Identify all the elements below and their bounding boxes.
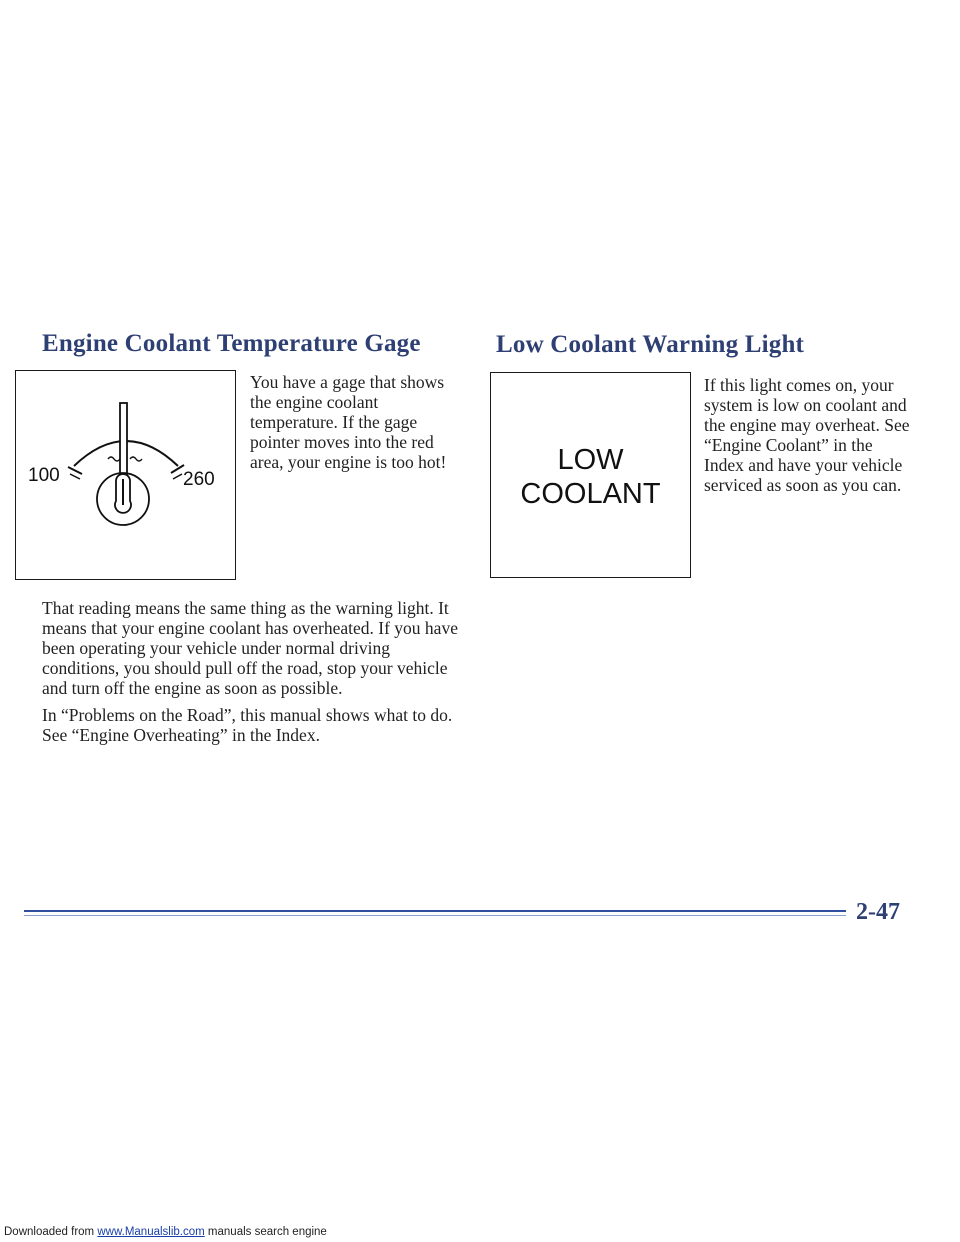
light-label-line1: LOW [557, 444, 624, 476]
low-coolant-description: If this light comes on, your system is low on coolant and the engine may overheat. See “Engine Coolant” in the Index and have your vehicle serviced as soon as you can. [704, 375, 910, 495]
page-number: 2-47 [856, 899, 900, 925]
footer-prefix: Downloaded from [4, 1226, 95, 1238]
page-rule-thin [24, 915, 846, 916]
gauge-description: You have a gage that shows the engine coolant temperature. If the gage pointer moves into the red area, your engine is too hot! [250, 372, 447, 472]
manualslib-link[interactable]: www.Manualslib.com [97, 1226, 205, 1238]
light-label-line2: COOLANT [520, 478, 661, 510]
problems-paragraph: In “Problems on the Road”, this manual shows what to do. See “Engine Overheating” in the Index. [42, 705, 453, 745]
low-coolant-light-figure [490, 372, 691, 578]
page-rule [24, 910, 846, 912]
download-footer [4, 1226, 327, 1238]
gauge-high-label: 260 [183, 469, 215, 490]
overheat-paragraph: That reading means the same thing as the warning light. It means that your engine coolant has overheated. If you have been operating your vehicle under normal driving conditions, you should pull off the road, stop your vehicle and turn off the engine as soon as possible. [42, 598, 458, 698]
engine-coolant-gage-heading: Engine Coolant Temperature Gage [42, 330, 421, 357]
gauge-low-label: 100 [28, 465, 60, 486]
footer-suffix: manuals search engine [207, 1226, 327, 1238]
coolant-gauge-figure [15, 370, 236, 580]
low-coolant-light-heading: Low Coolant Warning Light [496, 331, 805, 358]
